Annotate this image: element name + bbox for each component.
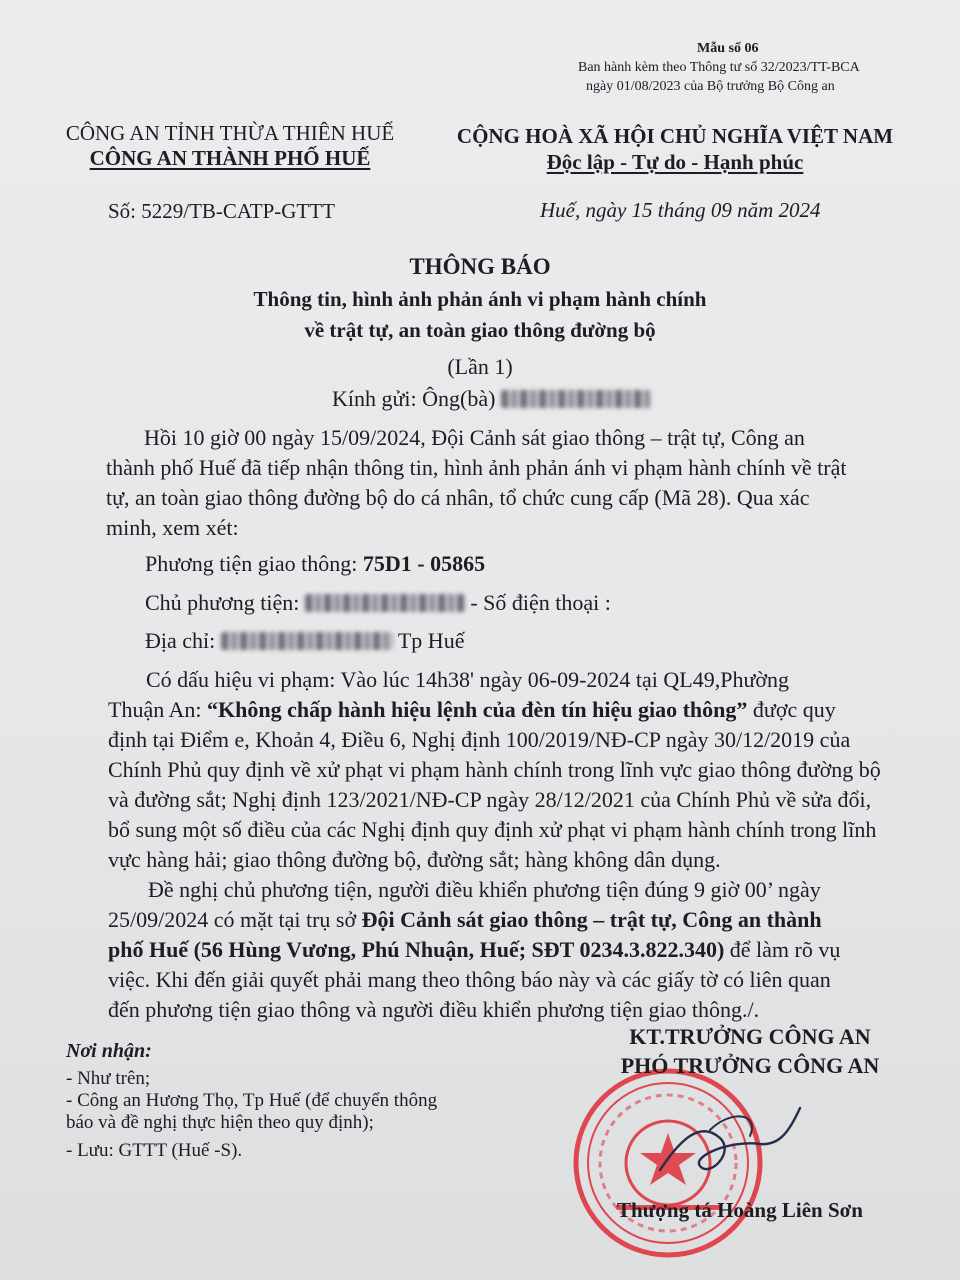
violation-text: Thuận An: [108,697,207,722]
handwritten-signature [640,1100,820,1200]
license-plate: 75D1 - 05865 [362,551,486,576]
form-number: Mẫu số 06 [697,41,759,56]
signature-title-1: KT.TRƯỞNG CÔNG AN [629,1024,871,1049]
address-label: Địa chỉ: [145,628,221,653]
violation-line: Có dấu hiệu vi phạm: Vào lúc 14h38' ngày 06-09-2024 tại QL49,Phường [146,667,790,692]
phone-label: - Số điện thoại : [464,590,611,615]
place-date: Huế, ngày 15 tháng 09 năm 2024 [540,198,821,222]
owner-label: Chủ phương tiện: [145,590,305,615]
reference-number: Số: 5229/TB-CATP-GTTT [108,199,335,223]
intro-line: thành phố Huế đã tiếp nhận thông tin, hình ảnh phản ánh vi phạm hành chính về trật [106,455,847,480]
form-line-1: Ban hành kèm theo Thông tư số 32/2023/TT-BCA [578,60,860,75]
signature-title-2: PHÓ TRƯỞNG CÔNG AN [620,1053,880,1078]
violation-line: vực hàng hải; giao thông đường bộ, đường sắt; hàng không dân dụng. [108,847,721,872]
request-line: Đề nghị chủ phương tiện, người điều khiển phương tiện đúng 9 giờ 00’ ngày [148,877,821,902]
request-text: 25/09/2024 có mặt tại trụ sở [108,907,362,932]
violation-line: định tại Điểm e, Khoản 4, Điều 6, Nghị định 100/2019/NĐ-CP ngày 30/12/2019 của [108,727,851,752]
nation-name: CỘNG HOÀ XÃ HỘI CHỦ NGHĨA VIỆT NAM [456,124,894,148]
violation-line: Chính Phủ quy định về xử phạt vi phạm hành chính trong lĩnh vực giao thông đường bộ [108,757,881,782]
owner-line [145,588,611,618]
addressee-line [332,384,651,414]
form-line-2: ngày 01/08/2023 của Bộ trưởng Bộ Công an [586,79,835,94]
agency-parent: CÔNG AN TỈNH THỪA THIÊN HUẾ [65,121,395,145]
violation-line [108,695,920,725]
agency-name: CÔNG AN THÀNH PHỐ HUẾ [89,146,371,170]
issue-number: (Lần 1) [447,354,513,379]
address-tail: Tp Huế [392,628,465,653]
request-line [108,935,920,965]
document-subtitle-1: Thông tin, hình ảnh phản ánh vi phạm hành chính [253,287,707,311]
violation-text: được quy [747,697,836,722]
request-text: để làm rõ vụ [724,937,841,962]
addressee-name-redacted [501,390,651,408]
document-subtitle-2: về trật tự, an toàn giao thông đường bộ [304,318,656,342]
violation-line: bổ sung một số điều của các Nghị định quy định xử phạt vi phạm hành chính trong lĩnh [108,817,877,842]
request-line [108,905,920,935]
address-redacted [221,632,393,650]
intro-line: Hồi 10 giờ 00 ngày 15/09/2024, Đội Cảnh sát giao thông – trật tự, Công an [144,425,805,450]
recipient-item: - Lưu: GTTT (Huế -S). [66,1140,243,1161]
intro-line: minh, xem xét: [106,515,239,540]
violation-line: và đường sắt; Nghị định 123/2021/NĐ-CP ngày 28/12/2021 của Chính Phủ về sửa đổi, [108,787,872,812]
intro-line: tự, an toàn giao thông đường bộ do cá nhân, tổ chức cung cấp (Mã 28). Qua xác [106,485,810,510]
recipient-item: báo và đề nghị thực hiện theo quy định); [66,1112,374,1133]
document-title: THÔNG BÁO [409,254,551,279]
address-line [145,626,464,656]
request-location: Đội Cảnh sát giao thông – trật tự, Công an thành [361,907,822,932]
owner-name-redacted [305,594,465,612]
nation-motto: Độc lập - Tự do - Hạnh phúc [546,150,804,174]
request-paragraph [108,875,920,1025]
recipient-item: - Như trên; [66,1068,151,1089]
violation-paragraph [108,665,920,875]
intro-paragraph [108,423,920,543]
signer-name: Thượng tá Hoàng Liên Sơn [617,1198,863,1222]
request-line: đến phương tiện giao thông và người điều khiển phương tiện giao thông./. [108,997,760,1022]
request-line: việc. Khi đến giải quyết phải mang theo thông báo này và các giấy tờ có liên quan [108,967,831,992]
addressee-label: Kính gửi: Ông(bà) [332,386,496,411]
request-location: phố Huế (56 Hùng Vương, Phú Nhuận, Huế; SĐT 0234.3.822.340) [108,937,725,962]
vehicle-line [145,549,485,579]
violation-name: “Không chấp hành hiệu lệnh của đèn tín hiệu giao thông” [207,697,748,722]
vehicle-label: Phương tiện giao thông: [145,551,363,576]
recipient-item: - Công an Hương Thọ, Tp Huế (để chuyển thông [66,1090,438,1111]
recipients-label: Nơi nhận: [66,1040,152,1062]
